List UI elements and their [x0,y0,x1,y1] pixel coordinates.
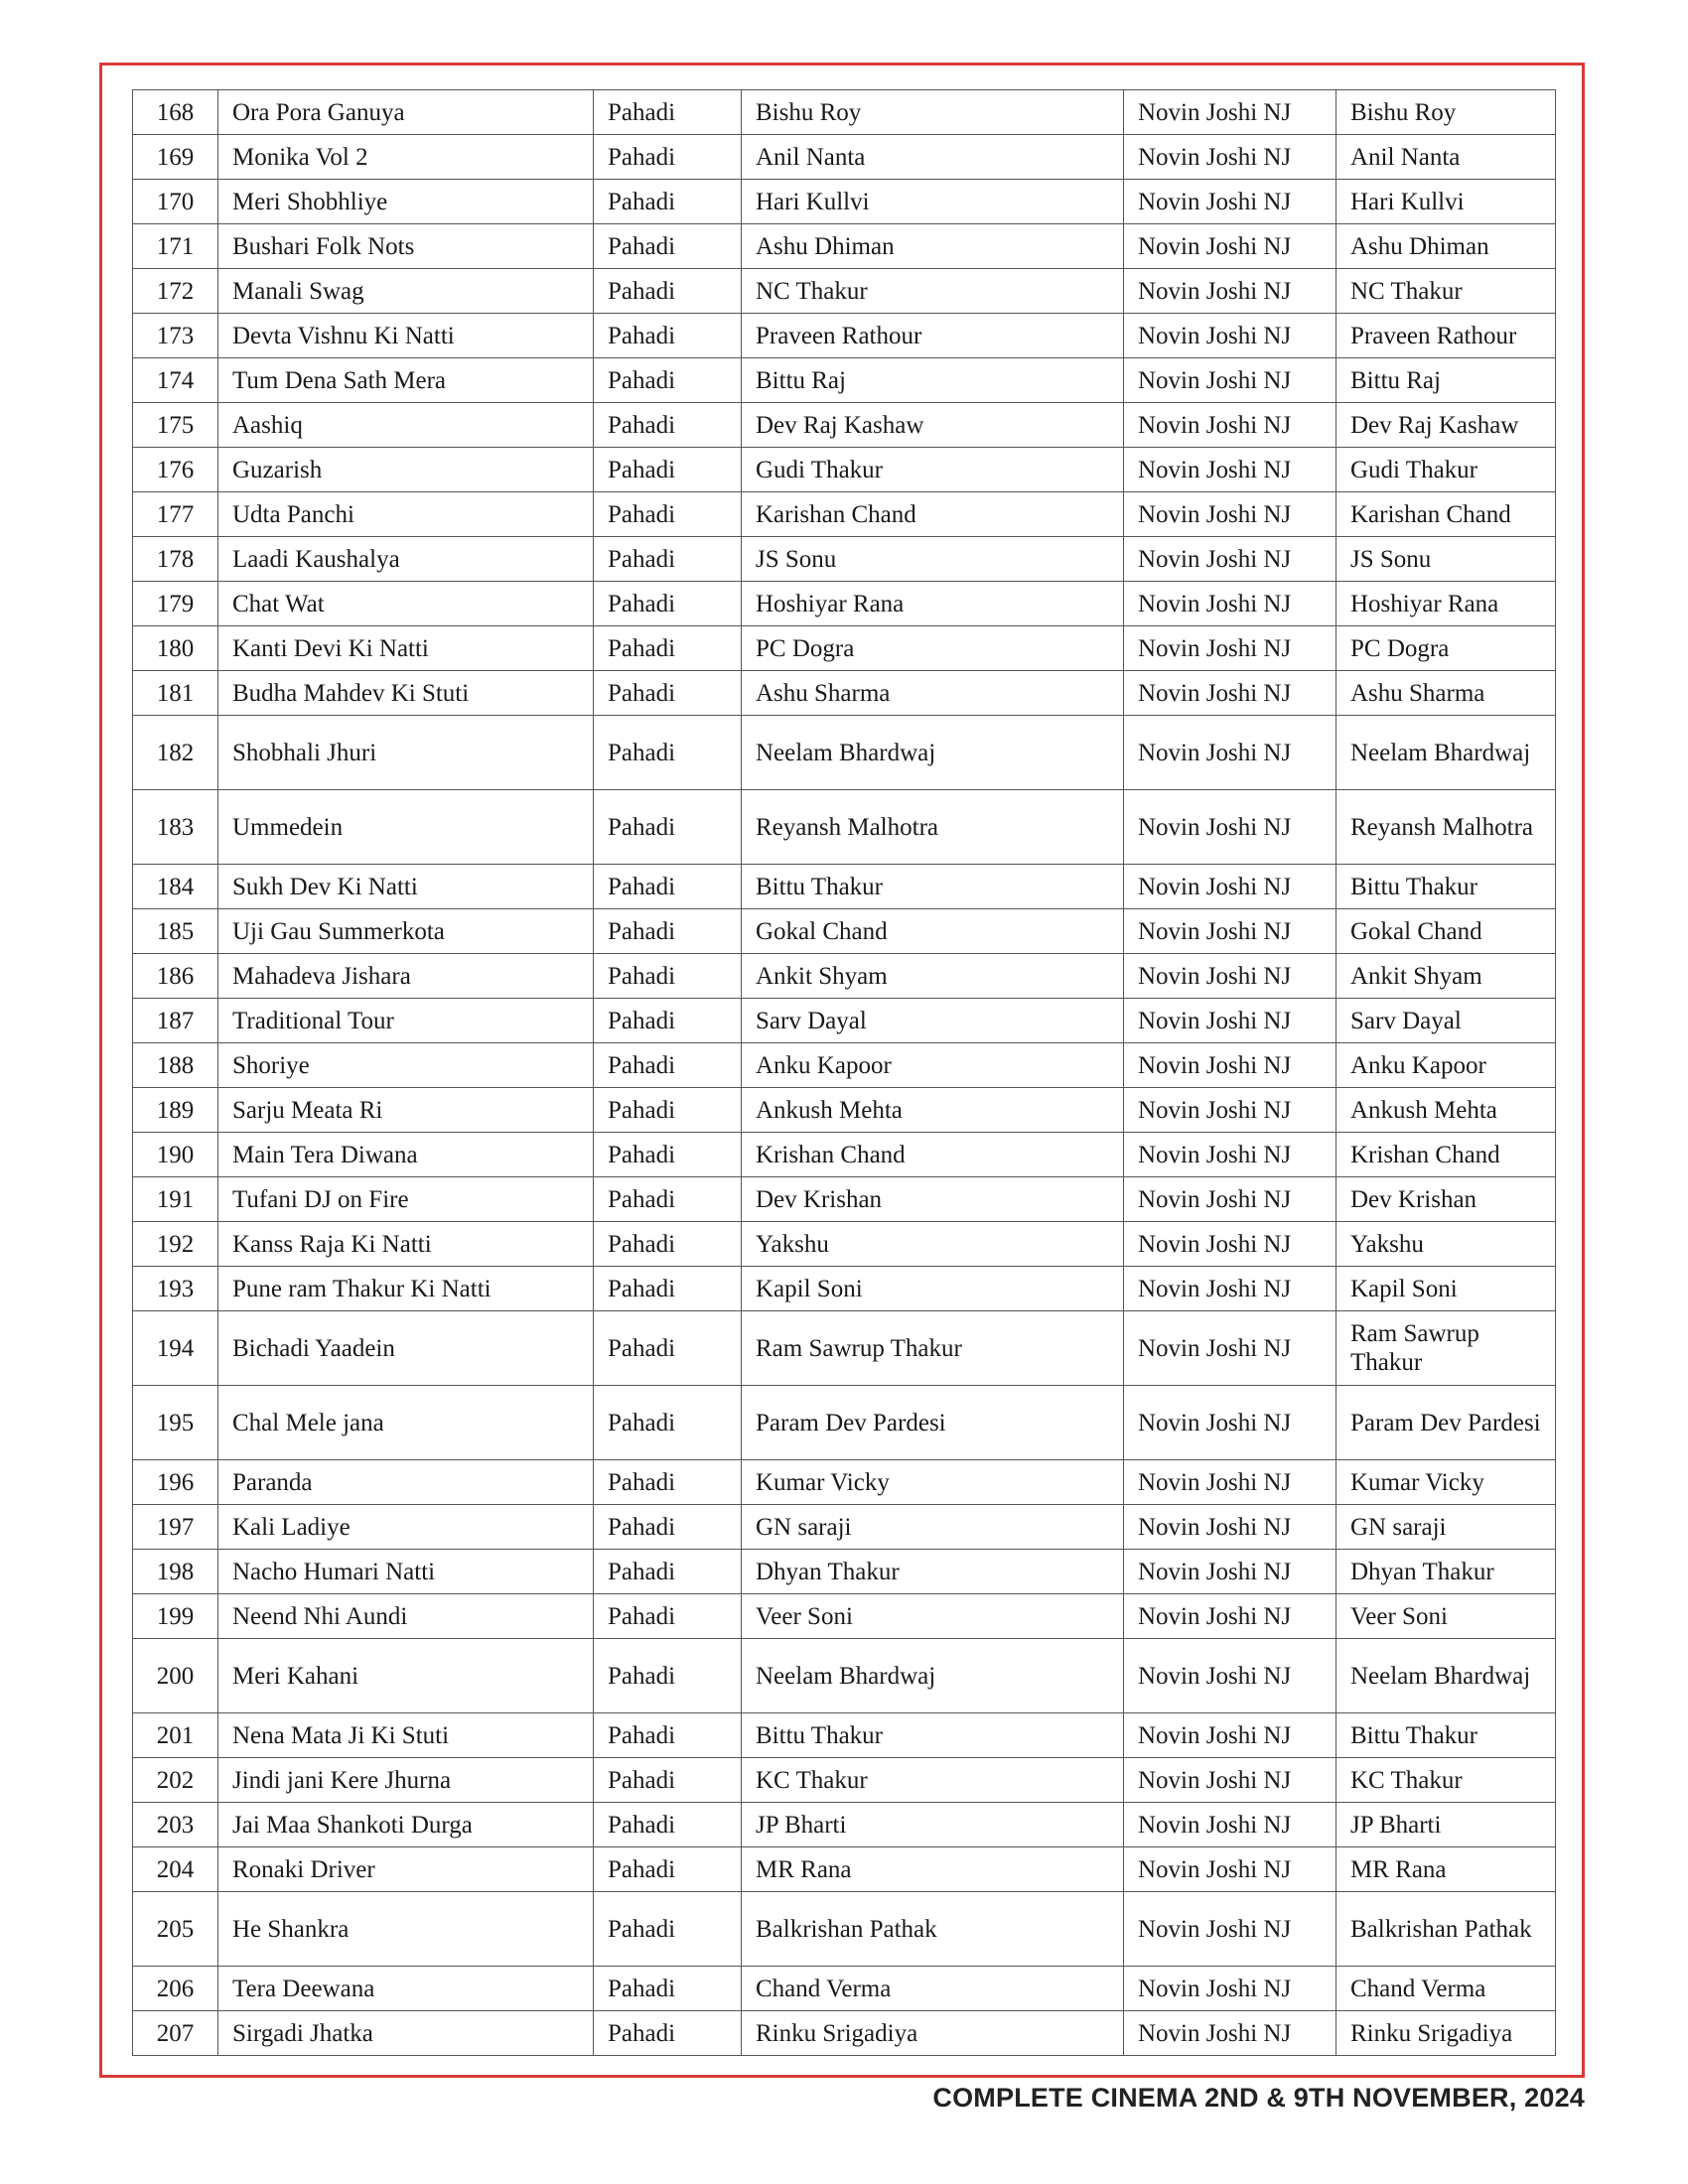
language-cell: Pahadi [594,954,742,999]
owner-cell: Sarv Dayal [1336,999,1556,1043]
producer-cell: Novin Joshi NJ [1124,358,1336,403]
table-body [133,90,1556,2056]
table-row [133,582,1556,626]
serial-number-cell: 177 [133,492,218,537]
producer-cell: Novin Joshi NJ [1124,865,1336,909]
singer-cell: Ankit Shyam [742,954,1124,999]
title-cell: Bichadi Yaadein [218,1311,594,1386]
producer-cell: Novin Joshi NJ [1124,790,1336,865]
singer-cell: Param Dev Pardesi [742,1386,1124,1460]
owner-cell: Kumar Vicky [1336,1460,1556,1505]
table-row [133,954,1556,999]
owner-cell: Param Dev Pardesi [1336,1386,1556,1460]
producer-cell: Novin Joshi NJ [1124,1133,1336,1177]
singer-cell: Dev Krishan [742,1177,1124,1222]
title-cell: Neend Nhi Aundi [218,1594,594,1639]
owner-cell: Ankit Shyam [1336,954,1556,999]
producer-cell: Novin Joshi NJ [1124,90,1336,135]
serial-number-cell: 201 [133,1713,218,1758]
table-row [133,1267,1556,1311]
serial-number-cell: 188 [133,1043,218,1088]
language-cell: Pahadi [594,909,742,954]
serial-number-cell: 175 [133,403,218,448]
producer-cell: Novin Joshi NJ [1124,537,1336,582]
table-row [133,403,1556,448]
owner-cell: Bittu Raj [1336,358,1556,403]
producer-cell: Novin Joshi NJ [1124,1505,1336,1550]
language-cell: Pahadi [594,135,742,180]
table-row [133,1133,1556,1177]
owner-cell: Dhyan Thakur [1336,1550,1556,1594]
singer-cell: Hari Kullvi [742,180,1124,224]
owner-cell: NC Thakur [1336,269,1556,314]
singer-cell: Kapil Soni [742,1267,1124,1311]
language-cell: Pahadi [594,1594,742,1639]
owner-cell: Dev Raj Kashaw [1336,403,1556,448]
language-cell: Pahadi [594,1550,742,1594]
language-cell: Pahadi [594,1505,742,1550]
table-row [133,135,1556,180]
title-cell: Traditional Tour [218,999,594,1043]
owner-cell: Bittu Thakur [1336,1713,1556,1758]
song-listing-table [132,89,1556,2056]
table-row [133,671,1556,716]
title-cell: Aashiq [218,403,594,448]
title-cell: Meri Kahani [218,1639,594,1713]
table-row [133,1460,1556,1505]
title-cell: Kali Ladiye [218,1505,594,1550]
title-cell: Main Tera Diwana [218,1133,594,1177]
title-cell: Paranda [218,1460,594,1505]
serial-number-cell: 194 [133,1311,218,1386]
singer-cell: Neelam Bhardwaj [742,716,1124,790]
singer-cell: Bittu Thakur [742,1713,1124,1758]
producer-cell: Novin Joshi NJ [1124,1043,1336,1088]
serial-number-cell: 170 [133,180,218,224]
serial-number-cell: 185 [133,909,218,954]
owner-cell: Gudi Thakur [1336,448,1556,492]
producer-cell: Novin Joshi NJ [1124,1803,1336,1847]
singer-cell: Gudi Thakur [742,448,1124,492]
table-row [133,1847,1556,1892]
singer-cell: Ram Sawrup Thakur [742,1311,1124,1386]
title-cell: Bushari Folk Nots [218,224,594,269]
language-cell: Pahadi [594,1133,742,1177]
owner-cell: Krishan Chand [1336,1133,1556,1177]
language-cell: Pahadi [594,865,742,909]
producer-cell: Novin Joshi NJ [1124,626,1336,671]
title-cell: Chal Mele jana [218,1386,594,1460]
language-cell: Pahadi [594,1267,742,1311]
serial-number-cell: 204 [133,1847,218,1892]
producer-cell: Novin Joshi NJ [1124,1177,1336,1222]
singer-cell: Bittu Raj [742,358,1124,403]
table-row [133,1803,1556,1847]
title-cell: Devta Vishnu Ki Natti [218,314,594,358]
language-cell: Pahadi [594,1639,742,1713]
owner-cell: MR Rana [1336,1847,1556,1892]
serial-number-cell: 182 [133,716,218,790]
serial-number-cell: 173 [133,314,218,358]
title-cell: Uji Gau Summerkota [218,909,594,954]
serial-number-cell: 192 [133,1222,218,1267]
serial-number-cell: 203 [133,1803,218,1847]
title-cell: Shobhali Jhuri [218,716,594,790]
language-cell: Pahadi [594,537,742,582]
owner-cell: Rinku Srigadiya [1336,2011,1556,2056]
producer-cell: Novin Joshi NJ [1124,1594,1336,1639]
language-cell: Pahadi [594,1222,742,1267]
singer-cell: Ashu Sharma [742,671,1124,716]
table-row [133,314,1556,358]
language-cell: Pahadi [594,1803,742,1847]
title-cell: Budha Mahdev Ki Stuti [218,671,594,716]
owner-cell: JP Bharti [1336,1803,1556,1847]
owner-cell: Karishan Chand [1336,492,1556,537]
owner-cell: Hoshiyar Rana [1336,582,1556,626]
serial-number-cell: 168 [133,90,218,135]
producer-cell: Novin Joshi NJ [1124,1222,1336,1267]
table-row [133,999,1556,1043]
table-row [133,909,1556,954]
producer-cell: Novin Joshi NJ [1124,582,1336,626]
serial-number-cell: 196 [133,1460,218,1505]
table-row [133,492,1556,537]
singer-cell: NC Thakur [742,269,1124,314]
singer-cell: Neelam Bhardwaj [742,1639,1124,1713]
language-cell: Pahadi [594,90,742,135]
table-row [133,790,1556,865]
title-cell: He Shankra [218,1892,594,1967]
singer-cell: Yakshu [742,1222,1124,1267]
title-cell: Shoriye [218,1043,594,1088]
title-cell: Jindi jani Kere Jhurna [218,1758,594,1803]
language-cell: Pahadi [594,716,742,790]
producer-cell: Novin Joshi NJ [1124,1550,1336,1594]
serial-number-cell: 187 [133,999,218,1043]
serial-number-cell: 172 [133,269,218,314]
singer-cell: Sarv Dayal [742,999,1124,1043]
serial-number-cell: 171 [133,224,218,269]
producer-cell: Novin Joshi NJ [1124,135,1336,180]
title-cell: Chat Wat [218,582,594,626]
table-row [133,537,1556,582]
singer-cell: Kumar Vicky [742,1460,1124,1505]
serial-number-cell: 189 [133,1088,218,1133]
title-cell: Sarju Meata Ri [218,1088,594,1133]
language-cell: Pahadi [594,269,742,314]
producer-cell: Novin Joshi NJ [1124,1639,1336,1713]
producer-cell: Novin Joshi NJ [1124,954,1336,999]
owner-cell: KC Thakur [1336,1758,1556,1803]
singer-cell: Gokal Chand [742,909,1124,954]
table-row [133,1550,1556,1594]
owner-cell: Neelam Bhardwaj [1336,716,1556,790]
title-cell: Nacho Humari Natti [218,1550,594,1594]
singer-cell: GN saraji [742,1505,1124,1550]
title-cell: Manali Swag [218,269,594,314]
language-cell: Pahadi [594,1847,742,1892]
singer-cell: Veer Soni [742,1594,1124,1639]
language-cell: Pahadi [594,403,742,448]
title-cell: Kanti Devi Ki Natti [218,626,594,671]
owner-cell: PC Dogra [1336,626,1556,671]
serial-number-cell: 184 [133,865,218,909]
serial-number-cell: 195 [133,1386,218,1460]
singer-cell: Karishan Chand [742,492,1124,537]
singer-cell: Anku Kapoor [742,1043,1124,1088]
language-cell: Pahadi [594,358,742,403]
serial-number-cell: 198 [133,1550,218,1594]
producer-cell: Novin Joshi NJ [1124,671,1336,716]
owner-cell: Kapil Soni [1336,1267,1556,1311]
owner-cell: Reyansh Malhotra [1336,790,1556,865]
producer-cell: Novin Joshi NJ [1124,999,1336,1043]
table-row [133,865,1556,909]
title-cell: Kanss Raja Ki Natti [218,1222,594,1267]
language-cell: Pahadi [594,999,742,1043]
owner-cell: Bishu Roy [1336,90,1556,135]
table-row [133,448,1556,492]
singer-cell: Chand Verma [742,1967,1124,2011]
singer-cell: MR Rana [742,1847,1124,1892]
owner-cell: Veer Soni [1336,1594,1556,1639]
producer-cell: Novin Joshi NJ [1124,448,1336,492]
title-cell: Jai Maa Shankoti Durga [218,1803,594,1847]
producer-cell: Novin Joshi NJ [1124,1713,1336,1758]
singer-cell: Dhyan Thakur [742,1550,1124,1594]
singer-cell: Bittu Thakur [742,865,1124,909]
serial-number-cell: 200 [133,1639,218,1713]
language-cell: Pahadi [594,448,742,492]
owner-cell: Anil Nanta [1336,135,1556,180]
owner-cell: Gokal Chand [1336,909,1556,954]
serial-number-cell: 193 [133,1267,218,1311]
singer-cell: Anil Nanta [742,135,1124,180]
singer-cell: Balkrishan Pathak [742,1892,1124,1967]
title-cell: Sirgadi Jhatka [218,2011,594,2056]
singer-cell: JP Bharti [742,1803,1124,1847]
language-cell: Pahadi [594,1088,742,1133]
serial-number-cell: 179 [133,582,218,626]
serial-number-cell: 186 [133,954,218,999]
table-row [133,1043,1556,1088]
language-cell: Pahadi [594,492,742,537]
producer-cell: Novin Joshi NJ [1124,224,1336,269]
language-cell: Pahadi [594,1177,742,1222]
serial-number-cell: 205 [133,1892,218,1967]
table-row [133,1311,1556,1386]
producer-cell: Novin Joshi NJ [1124,1967,1336,2011]
table-row [133,2011,1556,2056]
language-cell: Pahadi [594,314,742,358]
title-cell: Guzarish [218,448,594,492]
table-row [133,626,1556,671]
serial-number-cell: 178 [133,537,218,582]
owner-cell: JS Sonu [1336,537,1556,582]
title-cell: Laadi Kaushalya [218,537,594,582]
table-row [133,269,1556,314]
serial-number-cell: 169 [133,135,218,180]
owner-cell: Chand Verma [1336,1967,1556,2011]
owner-cell: Anku Kapoor [1336,1043,1556,1088]
language-cell: Pahadi [594,1758,742,1803]
table-row [133,1594,1556,1639]
serial-number-cell: 183 [133,790,218,865]
table-row [133,1967,1556,2011]
singer-cell: Krishan Chand [742,1133,1124,1177]
language-cell: Pahadi [594,671,742,716]
owner-cell: Ankush Mehta [1336,1088,1556,1133]
producer-cell: Novin Joshi NJ [1124,269,1336,314]
language-cell: Pahadi [594,1967,742,2011]
title-cell: Tufani DJ on Fire [218,1177,594,1222]
language-cell: Pahadi [594,1460,742,1505]
title-cell: Ummedein [218,790,594,865]
table-row [133,1505,1556,1550]
title-cell: Meri Shobhliye [218,180,594,224]
singer-cell: KC Thakur [742,1758,1124,1803]
producer-cell: Novin Joshi NJ [1124,1758,1336,1803]
table-row [133,716,1556,790]
language-cell: Pahadi [594,1713,742,1758]
title-cell: Tum Dena Sath Mera [218,358,594,403]
serial-number-cell: 174 [133,358,218,403]
owner-cell: Praveen Rathour [1336,314,1556,358]
producer-cell: Novin Joshi NJ [1124,909,1336,954]
owner-cell: Balkrishan Pathak [1336,1892,1556,1967]
owner-cell: GN saraji [1336,1505,1556,1550]
producer-cell: Novin Joshi NJ [1124,1460,1336,1505]
owner-cell: Dev Krishan [1336,1177,1556,1222]
table-row [133,1088,1556,1133]
language-cell: Pahadi [594,790,742,865]
table-row [133,180,1556,224]
producer-cell: Novin Joshi NJ [1124,314,1336,358]
language-cell: Pahadi [594,1892,742,1967]
language-cell: Pahadi [594,582,742,626]
table-row [133,1386,1556,1460]
title-cell: Tera Deewana [218,1967,594,2011]
table-row [133,90,1556,135]
producer-cell: Novin Joshi NJ [1124,716,1336,790]
singer-cell: PC Dogra [742,626,1124,671]
singer-cell: Hoshiyar Rana [742,582,1124,626]
title-cell: Udta Panchi [218,492,594,537]
serial-number-cell: 197 [133,1505,218,1550]
table-row [133,358,1556,403]
language-cell: Pahadi [594,1386,742,1460]
page-frame [99,63,1585,2078]
language-cell: Pahadi [594,1043,742,1088]
producer-cell: Novin Joshi NJ [1124,1847,1336,1892]
singer-cell: Bishu Roy [742,90,1124,135]
producer-cell: Novin Joshi NJ [1124,2011,1336,2056]
title-cell: Ora Pora Ganuya [218,90,594,135]
table-row [133,224,1556,269]
serial-number-cell: 190 [133,1133,218,1177]
title-cell: Pune ram Thakur Ki Natti [218,1267,594,1311]
title-cell: Monika Vol 2 [218,135,594,180]
producer-cell: Novin Joshi NJ [1124,1386,1336,1460]
singer-cell: Praveen Rathour [742,314,1124,358]
serial-number-cell: 202 [133,1758,218,1803]
producer-cell: Novin Joshi NJ [1124,1892,1336,1967]
table-row [133,1222,1556,1267]
producer-cell: Novin Joshi NJ [1124,492,1336,537]
producer-cell: Novin Joshi NJ [1124,1311,1336,1386]
serial-number-cell: 191 [133,1177,218,1222]
language-cell: Pahadi [594,626,742,671]
title-cell: Ronaki Driver [218,1847,594,1892]
singer-cell: JS Sonu [742,537,1124,582]
serial-number-cell: 199 [133,1594,218,1639]
producer-cell: Novin Joshi NJ [1124,1267,1336,1311]
serial-number-cell: 180 [133,626,218,671]
table-row [133,1713,1556,1758]
table-row [133,1639,1556,1713]
table-row [133,1892,1556,1967]
table-row [133,1177,1556,1222]
producer-cell: Novin Joshi NJ [1124,403,1336,448]
owner-cell: Bittu Thakur [1336,865,1556,909]
table-row [133,1758,1556,1803]
language-cell: Pahadi [594,180,742,224]
serial-number-cell: 207 [133,2011,218,2056]
singer-cell: Reyansh Malhotra [742,790,1124,865]
title-cell: Nena Mata Ji Ki Stuti [218,1713,594,1758]
owner-cell: Yakshu [1336,1222,1556,1267]
producer-cell: Novin Joshi NJ [1124,180,1336,224]
owner-cell: Hari Kullvi [1336,180,1556,224]
serial-number-cell: 176 [133,448,218,492]
owner-cell: Ram Sawrup Thakur [1336,1311,1556,1386]
owner-cell: Neelam Bhardwaj [1336,1639,1556,1713]
owner-cell: Ashu Dhiman [1336,224,1556,269]
language-cell: Pahadi [594,224,742,269]
serial-number-cell: 206 [133,1967,218,2011]
producer-cell: Novin Joshi NJ [1124,1088,1336,1133]
singer-cell: Ashu Dhiman [742,224,1124,269]
title-cell: Sukh Dev Ki Natti [218,865,594,909]
title-cell: Mahadeva Jishara [218,954,594,999]
singer-cell: Rinku Srigadiya [742,2011,1124,2056]
owner-cell: Ashu Sharma [1336,671,1556,716]
footer-publication-line: COMPLETE CINEMA 2ND & 9TH NOVEMBER, 2024 [932,2083,1585,2113]
singer-cell: Dev Raj Kashaw [742,403,1124,448]
serial-number-cell: 181 [133,671,218,716]
singer-cell: Ankush Mehta [742,1088,1124,1133]
language-cell: Pahadi [594,2011,742,2056]
language-cell: Pahadi [594,1311,742,1386]
